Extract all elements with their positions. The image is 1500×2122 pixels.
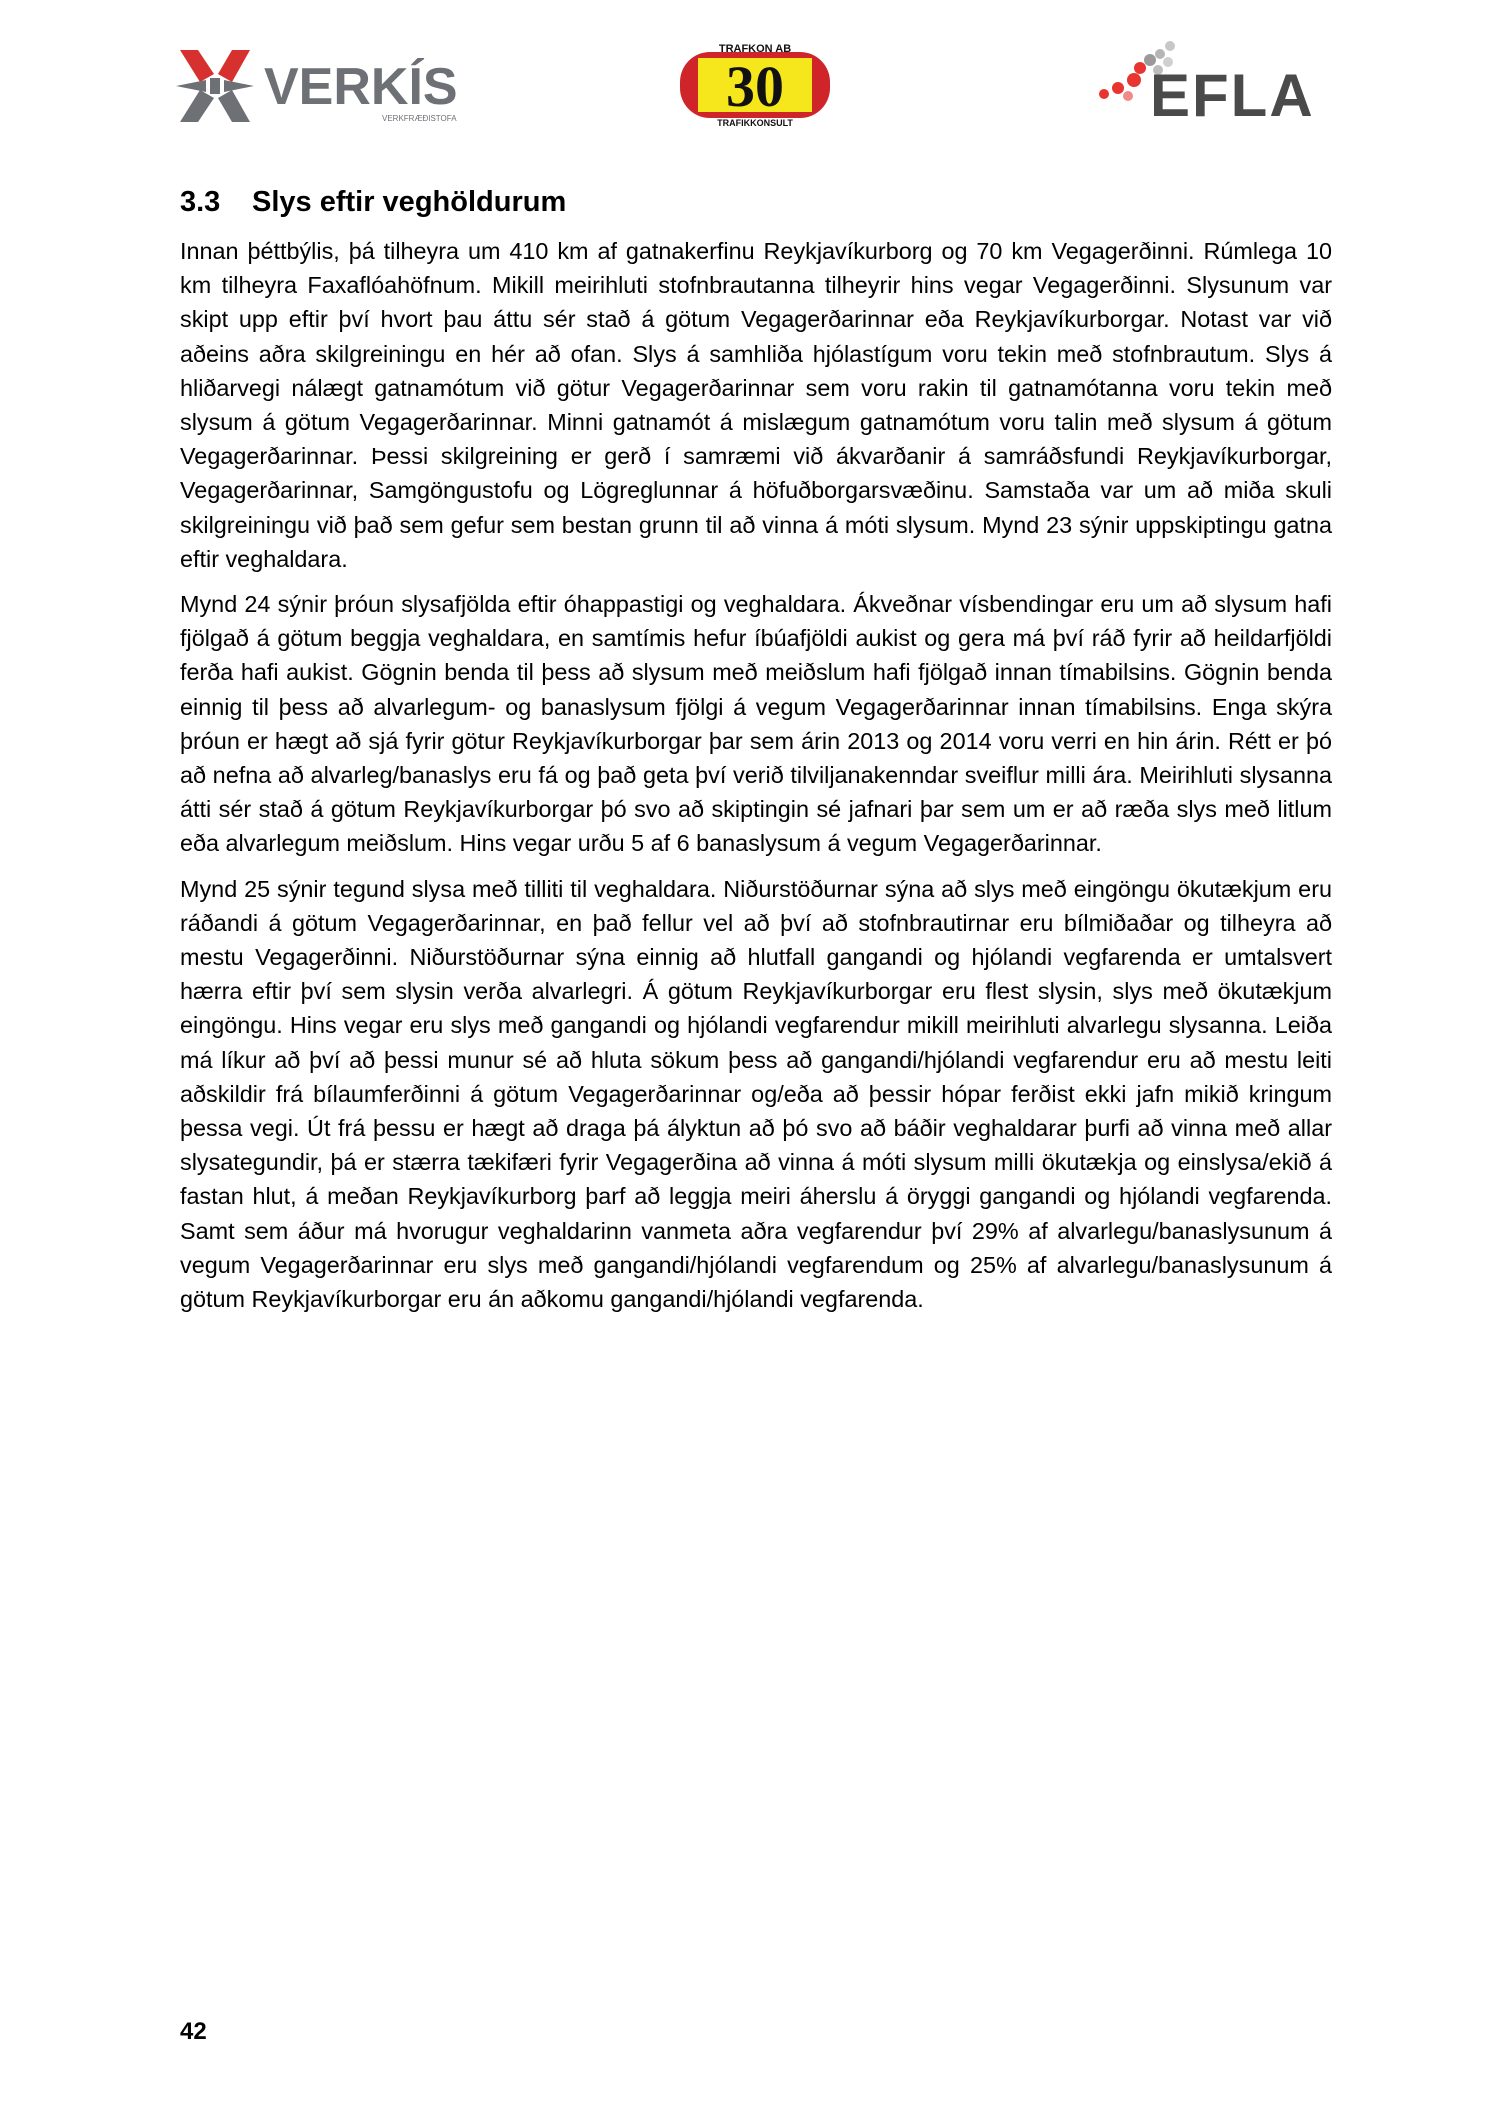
efla-logo: [1094, 38, 1334, 124]
trafkon-emblem-icon: [678, 42, 832, 128]
verkis-name: VERKÍS: [264, 58, 458, 116]
verkis-logo: [176, 46, 476, 126]
section-heading: [180, 180, 1332, 224]
verkis-emblem-icon: [176, 46, 476, 126]
main-content: [180, 180, 1332, 1327]
section-title: Slys eftir veghöldurum: [252, 186, 567, 218]
trafkon-number: 30: [726, 54, 784, 119]
trafkon-top-text: TRAFKON AB: [718, 43, 792, 55]
page-number: 42: [180, 2018, 207, 2045]
section-number: 3.3: [180, 186, 221, 218]
paragraph-2: Mynd 24 sýnir þróun slysafjölda eftir óhappastigi og veghaldara. Ákveðnar vísbendingar eru um að slysum hafi fjölgað á götum beggja veghaldara, en samtímis hefur íbúafjöldi aukist og gera má því ráð fyrir að heildarfjöldi ferða hafi aukist. Gögnin benda til þess að slysum með meiðslum hafi fjölgað innan tímabilsins. Gögnin benda einnig til þess að alvarlegum- og banaslysum fjölgi á vegum Vegagerðarinnar innan tímabilsins. Enga skýra þróun er hægt að sjá fyrir götur Reykjavíkurborgar þar sem árin 2013 og 2014 voru verri en hin árin. Rétt er þó að nefna að alvarleg/banaslys eru fá og það geta því verið tilviljanakenndar sveiflur milli ára. Meirihluti slysanna átti sér stað á götum Reykjavíkurborgar þó svo að skiptingin sé jafnari þar sem um er að ræða slys með litlum eða alvarlegum meiðslum. Hins vegar urðu 5 af 6 banaslysum á vegum Vegagerðarinnar.: [180, 591, 1332, 857]
efla-name: EFLA: [1150, 62, 1315, 124]
trafkon-bottom-text: TRAFIKKONSULT: [717, 118, 793, 128]
verkis-subtitle: VERKFRÆÐISTOFA: [382, 114, 457, 123]
trafkon-logo: [678, 42, 832, 128]
paragraph-3: Mynd 25 sýnir tegund slysa með tilliti til veghaldara. Niðurstöðurnar sýna að slys með eingöngu ökutækjum eru ráðandi á götum Vegagerðarinnar, en það fellur vel að því að stofnbrautirnar eru bílmiðaðar og tilheyra að mestu Vegagerðinni. Niðurstöðurnar sýna einnig að hlutfall gangandi og hjólandi vegfarenda er umtalsvert hærra eftir því sem slysin verða alvarlegri. Á götum Reykjavíkurborgar eru flest slysin, slys með ökutækjum eingöngu. Hins vegar eru slys með gangandi og hjólandi vegfarendur mikill meirihluti alvarlegu slysanna. Leiða má líkur að því að þessi munur sé að hluta sökum þess að gangandi/hjólandi vegfarendur eru að mestu leiti aðskildir frá bílaumferðinni á götum Vegagerðarinnar og/eða að þessir hópar ferðist ekki jafn mikið kringum þessa vegi. Út frá þessu er hægt að draga þá ályktun að þó svo að báðir veghaldarar þurfi að vinna með allar slysategundir, þá er stærra tækifæri fyrir Vegagerðina að vinna á móti slysum milli ökutækja og einslysa/ekið á fastan hlut, á meðan Reykjavíkurborg þarf að leggja meiri áherslu á öryggi gangandi og hjólandi vegfarenda. Samt sem áður má hvorugur veghaldarinn vanmeta aðra vegfarendur því 29% af alvarlegu/banaslysunum á vegum Vegagerðarinnar eru slys með gangandi/hjólandi vegfarendum og 25% af alvarlegu/banaslysunum á götum Reykjavíkurborgar eru án aðkomu gangandi/hjólandi vegfarenda.: [180, 875, 1332, 1313]
efla-emblem-icon: [1094, 38, 1334, 124]
paragraph-1: Innan þéttbýlis, þá tilheyra um 410 km af gatnakerfinu Reykjavíkurborg og 70 km Vegagerðinni. Rúmlega 10 km tilheyra Faxaflóahöfnum. Mikill meirihluti stofnbrautanna tilheyrir hins vegar Vegagerðinni. Slysunum var skipt upp eftir því hvort þau áttu sér stað á götum Vegagerðarinnar eða Reykjavíkurborgar. Notast var við aðeins aðra skilgreiningu en hér að ofan. Slys á samhliða hjólastígum voru tekin með stofnbrautum. Slys á hliðarvegi nálægt gatnamótum við götur Vegagerðarinnar sem voru rakin til gatnamótanna voru tekin með slysum á götum Vegagerðarinnar. Minni gatnamót á mislægum gatnamótum voru talin með slysum á götum Vegagerðarinnar. Þessi skilgreining er gerð í samræmi við ákvarðanir á samráðsfundi Reykjavíkurborgar, Vegagerðarinnar, Samgöngustofu og Lögreglunnar á höfuðborgarsvæðinu. Samstaða var um að miða skuli skilgreiningu við það sem gefur sem bestan grunn til að vinna á móti slysum. Mynd 23 sýnir uppskiptingu gatna eftir veghaldara.: [180, 238, 1332, 572]
